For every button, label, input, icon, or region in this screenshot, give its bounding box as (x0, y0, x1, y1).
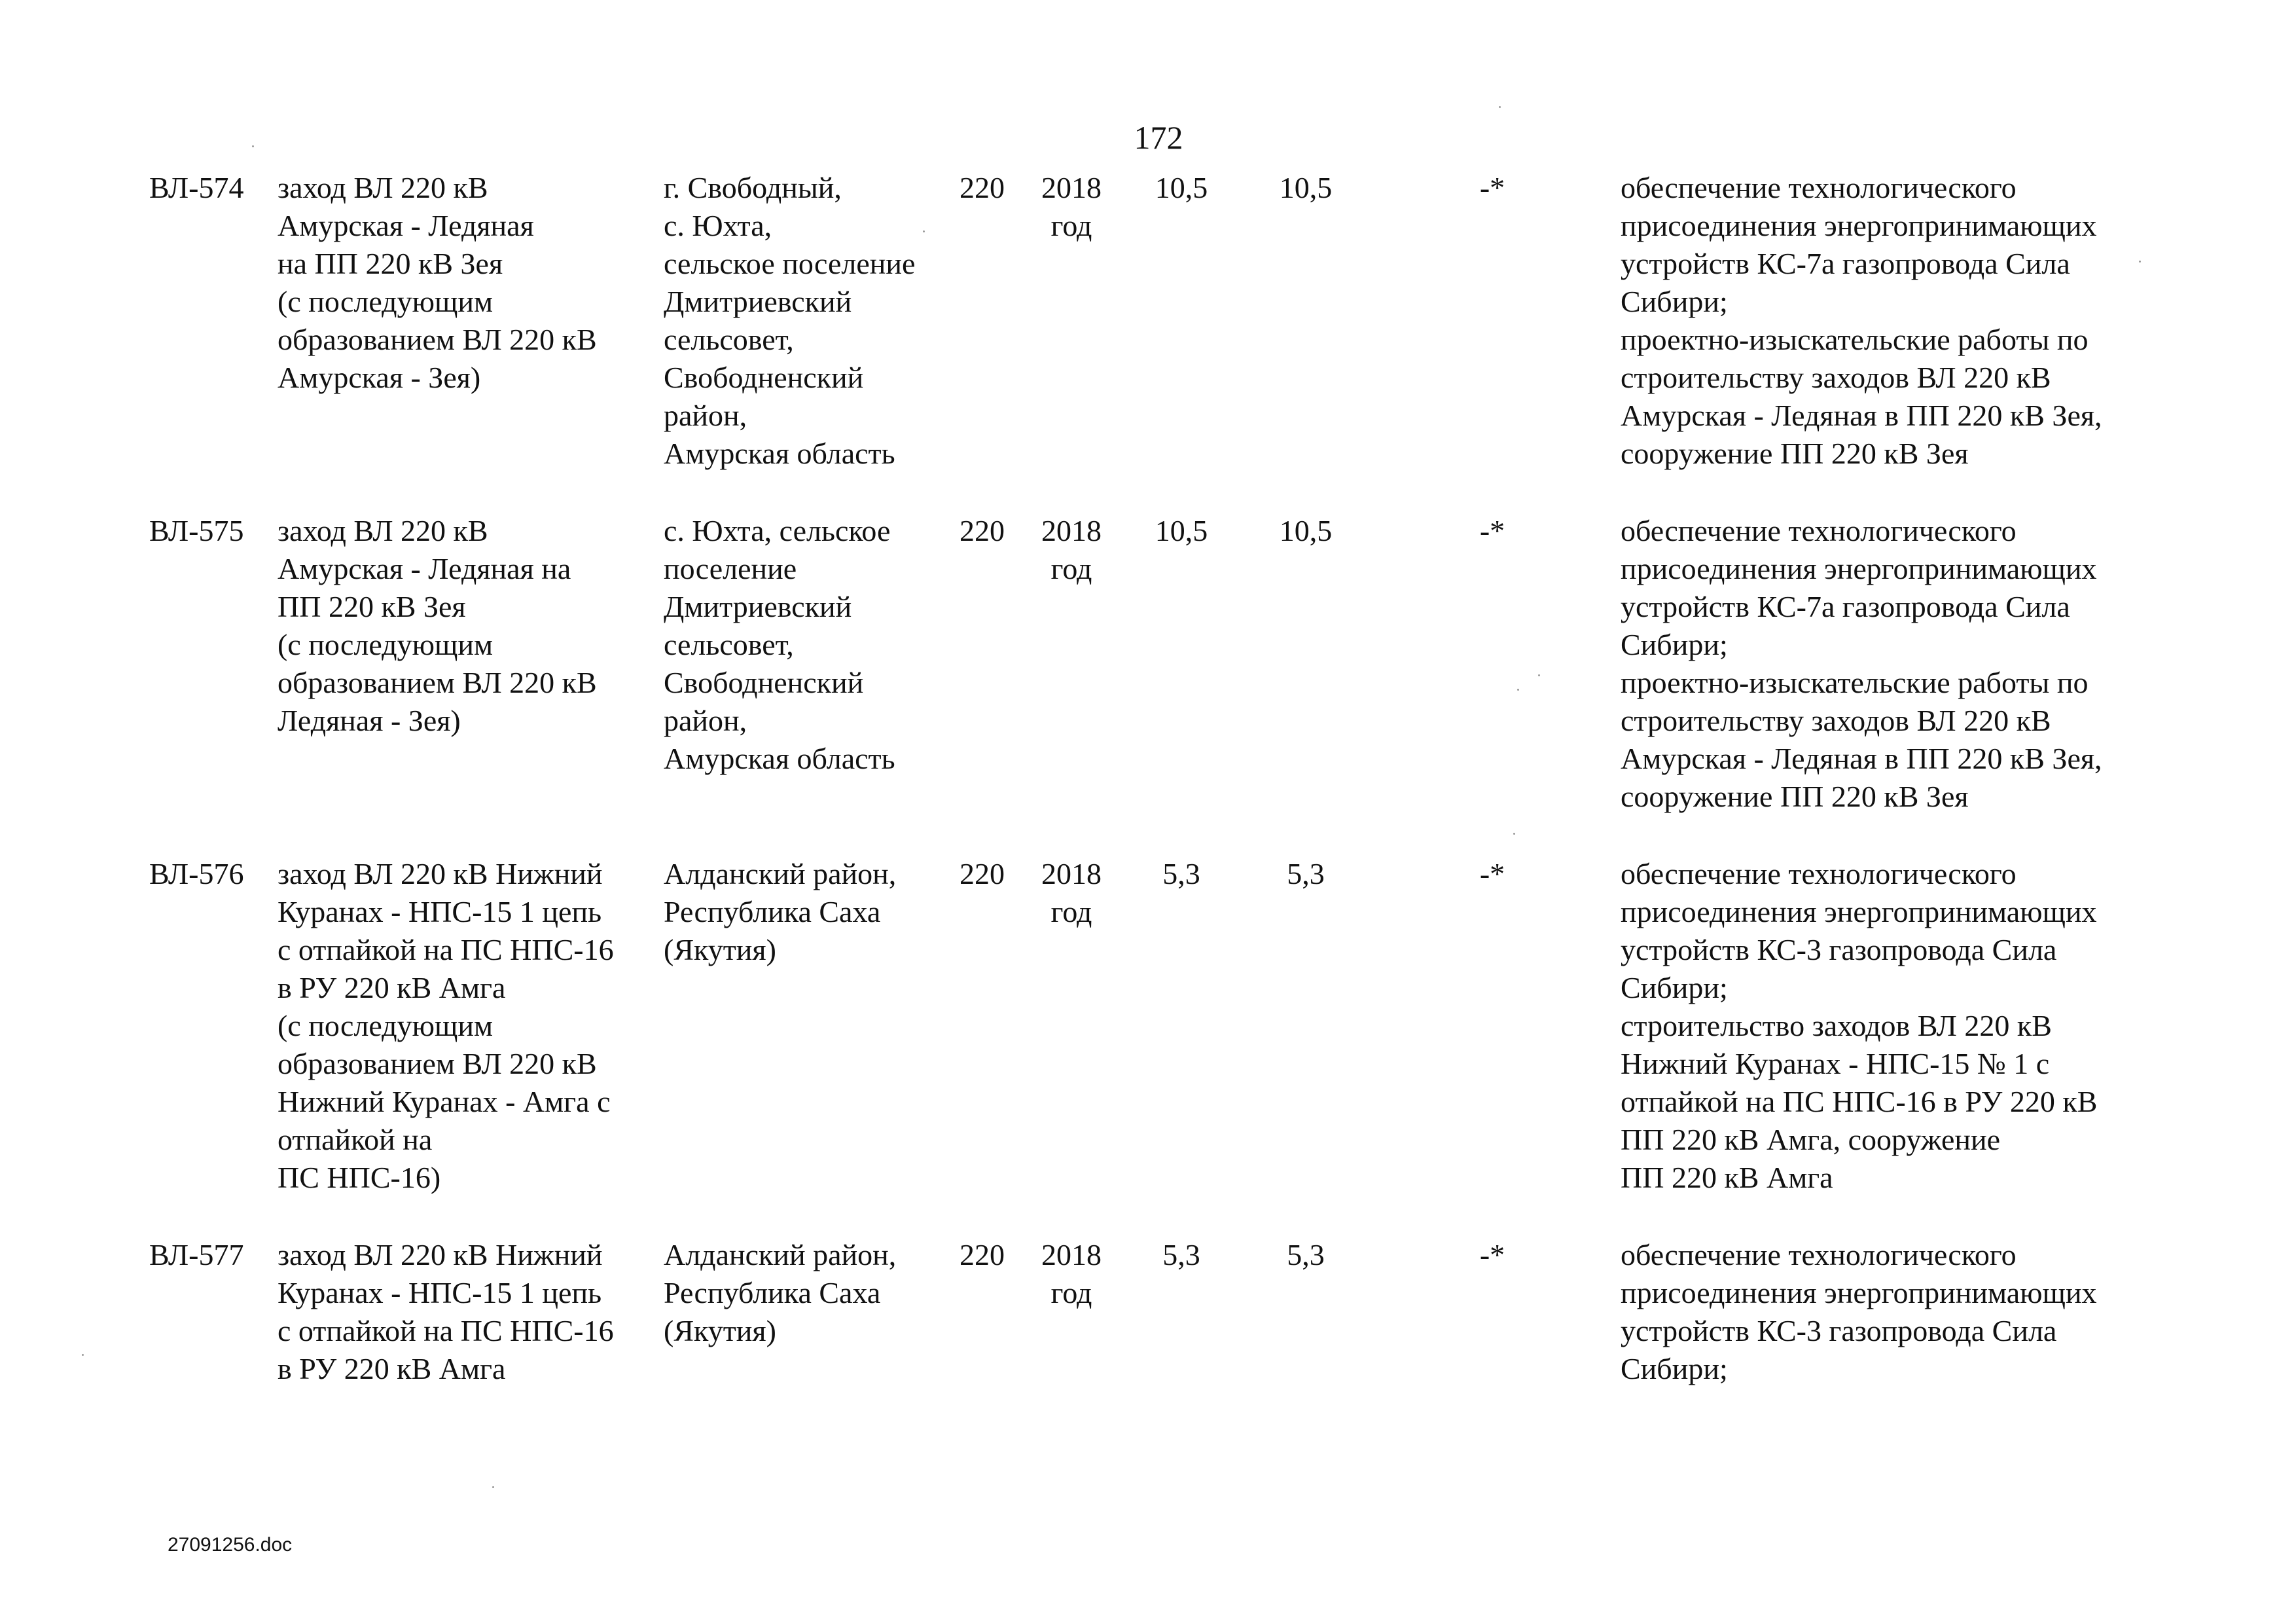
scan-speck (252, 145, 254, 147)
line-length-total: 10,5 (1279, 514, 1333, 547)
line-code: ВЛ-577 (149, 1238, 244, 1271)
line-year: 2018 год (1041, 1238, 1102, 1309)
line-voltage: 220 (960, 1238, 1005, 1271)
line-name: заход ВЛ 220 кВ Амурская - Ледяная на ПП 220 кВ Зея (с последующим образованием ВЛ 220 кВ Амурская - Зея) (278, 171, 597, 394)
line-code: ВЛ-576 (149, 857, 244, 890)
line-year: 2018 год (1041, 857, 1102, 928)
line-code: ВЛ-574 (149, 171, 244, 204)
line-length: 10,5 (1155, 171, 1208, 204)
line-note: -* (1479, 857, 1505, 890)
scan-speck (82, 1354, 84, 1356)
line-year: 2018 год (1041, 514, 1102, 585)
line-note: -* (1479, 1238, 1505, 1271)
line-location: Алданский район, Республика Саха (Якутия) (664, 857, 897, 966)
line-purpose: обеспечение технологического присоединения энергопринимающих устройств КС-3 газопровода Сила Сибири; строительство заходов ВЛ 220 кВ Нижний Куранах - НПС-15 № 1 с отпайкой на ПС НПС-16 в РУ 220 кВ ПП 220 кВ Амга, сооружение ПП 220 кВ Амга (1621, 857, 2098, 1194)
line-purpose: обеспечение технологического присоединения энергопринимающих устройств КС-7а газопровода Сила Сибири; проектно-изыскательские работы по строительству заходов ВЛ 220 кВ Амурская - Ледяная в ПП 220 кВ Зея, сооружение ПП 220 кВ Зея (1621, 171, 2102, 470)
line-location: с. Юхта, сельское поселение Дмитриевский сельсовет, Свободненский район, Амурская область (664, 514, 895, 775)
line-name: заход ВЛ 220 кВ Нижний Куранах - НПС-15 1 цепь с отпайкой на ПС НПС-16 в РУ 220 кВ Амга (278, 1238, 614, 1385)
line-length: 5,3 (1162, 1238, 1200, 1271)
scan-speck (1517, 689, 1519, 691)
line-year: 2018 год (1041, 171, 1102, 242)
scan-speck (1538, 674, 1540, 676)
scan-speck (1513, 833, 1515, 835)
page-number: 172 (1134, 119, 1183, 156)
line-location: Алданский район, Республика Саха (Якутия) (664, 1238, 897, 1347)
line-name: заход ВЛ 220 кВ Нижний Куранах - НПС-15 1 цепь с отпайкой на ПС НПС-16 в РУ 220 кВ Амга (с последующим образованием ВЛ 220 кВ Нижний Куранах - Амга с отпайкой на ПС НПС-16) (278, 857, 614, 1194)
document-filename: 27091256.doc (168, 1534, 293, 1556)
line-length: 10,5 (1155, 514, 1208, 547)
scan-speck (2139, 261, 2141, 263)
scan-speck (1499, 106, 1501, 108)
line-length-total: 5,3 (1287, 857, 1325, 890)
scan-speck (492, 1486, 494, 1488)
line-voltage: 220 (960, 171, 1005, 204)
line-length: 5,3 (1162, 857, 1200, 890)
line-note: -* (1479, 514, 1505, 547)
line-voltage: 220 (960, 514, 1005, 547)
line-purpose: обеспечение технологического присоединения энергопринимающих устройств КС-3 газопровода Сила Сибири; (1621, 1238, 2097, 1385)
line-length-total: 5,3 (1287, 1238, 1325, 1271)
line-name: заход ВЛ 220 кВ Амурская - Ледяная на ПП 220 кВ Зея (с последующим образованием ВЛ 220 кВ Ледяная - Зея) (278, 514, 597, 737)
scan-speck (923, 230, 925, 232)
line-voltage: 220 (960, 857, 1005, 890)
line-length-total: 10,5 (1279, 171, 1333, 204)
line-purpose: обеспечение технологического присоединения энергопринимающих устройств КС-7а газопровода Сила Сибири; проектно-изыскательские работы по строительству заходов ВЛ 220 кВ Амурская - Ледяная в ПП 220 кВ Зея, сооружение ПП 220 кВ Зея (1621, 514, 2102, 813)
line-location: г. Свободный, с. Юхта, сельское поселение Дмитриевский сельсовет, Свободненский район, Амурская область (664, 171, 916, 470)
line-note: -* (1479, 171, 1505, 204)
line-code: ВЛ-575 (149, 514, 244, 547)
